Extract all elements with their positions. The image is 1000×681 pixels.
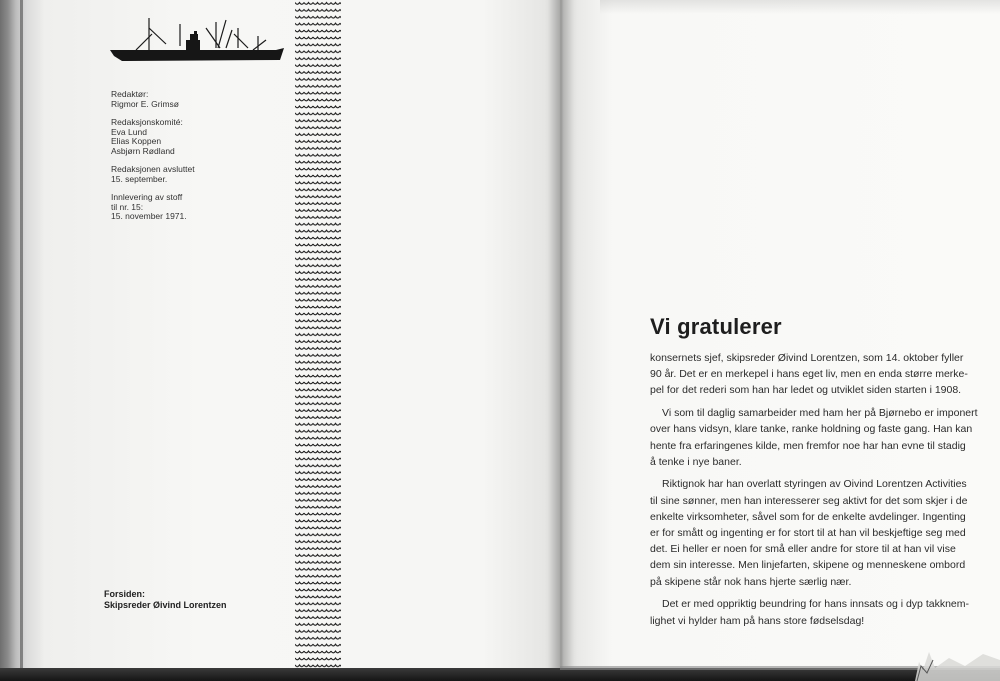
editor-label: Redaktør:	[111, 89, 149, 99]
text-line: dem sin interesse. Men linjefarten, skipene og menneskene ombord	[650, 559, 966, 572]
committee-block	[111, 118, 291, 156]
binding-line	[20, 0, 23, 681]
cover-caption: Skipsreder Øivind Lorentzen	[104, 599, 227, 610]
text-line: lighet vi hylder ham på hans store fødselsdag!	[650, 614, 865, 627]
book-binding	[0, 0, 44, 681]
deadline-line: til nr. 15:	[111, 201, 144, 212]
committee-label: Redaksjonskomité:	[111, 117, 183, 127]
article-paragraph	[650, 405, 1000, 470]
editor-name: Rigmor E. Grimsø	[111, 98, 179, 109]
right-page-content	[560, 0, 1000, 672]
text-line: på skipene står nok hans hjerte særlig nær.	[650, 575, 852, 588]
text-line: å tenke i nye baner.	[650, 455, 742, 468]
article-title: Vi gratulerer	[650, 314, 782, 339]
text-line: hente fra erfaringenes kilde, men fremfor noe har han evne til stadig	[650, 439, 966, 452]
masthead	[111, 90, 291, 231]
article-body	[650, 350, 1000, 635]
article-paragraph	[650, 476, 1000, 589]
text-line: er for smått og ingenting er for stort til at han vil beskjeftige seg med	[650, 527, 966, 540]
text-line: det. Ei heller er noen for små eller andre for store til at han vil vise	[650, 543, 956, 556]
article-paragraph	[650, 596, 1000, 628]
cover-label: Forsiden:	[104, 589, 146, 599]
text-line: til sine sønner, men han interesserer seg aktivt for det som skjer i de	[650, 494, 968, 507]
text-line: Vi som til daglig samarbeider med ham her på Bjørnebo er imponert	[662, 407, 978, 420]
text-line: Riktignok har han overlatt styringen av Oivind Lorentzen Activities	[662, 478, 967, 491]
closing-block	[111, 165, 291, 184]
deadline-line: 15. november 1971.	[111, 211, 187, 221]
closing-line: 15. september.	[111, 173, 168, 184]
torn-corner-decoration	[905, 640, 1000, 681]
text-line: 90 år. Det er en merkepel i hans eget liv, men en enda større merke-	[650, 368, 968, 381]
text-line: pel for det rederi som han har ledet og utviklet siden starten i 1908.	[650, 384, 962, 397]
committee-member: Eva Lund	[111, 126, 147, 137]
editor-block	[111, 90, 291, 109]
ship-logo-icon	[108, 14, 286, 66]
wave-pattern-decoration	[295, 0, 341, 668]
deadline-block	[111, 193, 291, 222]
text-line: Det er med oppriktig beundring for hans innsats og i dyp takknem-	[662, 598, 969, 611]
committee-member: Asbjørn Rødland	[111, 145, 175, 156]
text-line: over hans vidsyn, klare tanke, ranke holdning og faste gang. Han kan	[650, 423, 973, 436]
article-paragraph	[650, 350, 1000, 399]
text-line: enkelte virksomheter, såvel som for de enkelte avdelinger. Ingenting	[650, 510, 966, 523]
closing-line: Redaksjonen avsluttet	[111, 164, 195, 174]
text-line: konsernets sjef, skipsreder Øivind Lorentzen, som 14. oktober fyller	[650, 352, 964, 364]
cover-note	[104, 589, 304, 610]
committee-member: Elias Koppen	[111, 136, 162, 146]
deadline-line: Innlevering av stoff	[111, 192, 183, 202]
